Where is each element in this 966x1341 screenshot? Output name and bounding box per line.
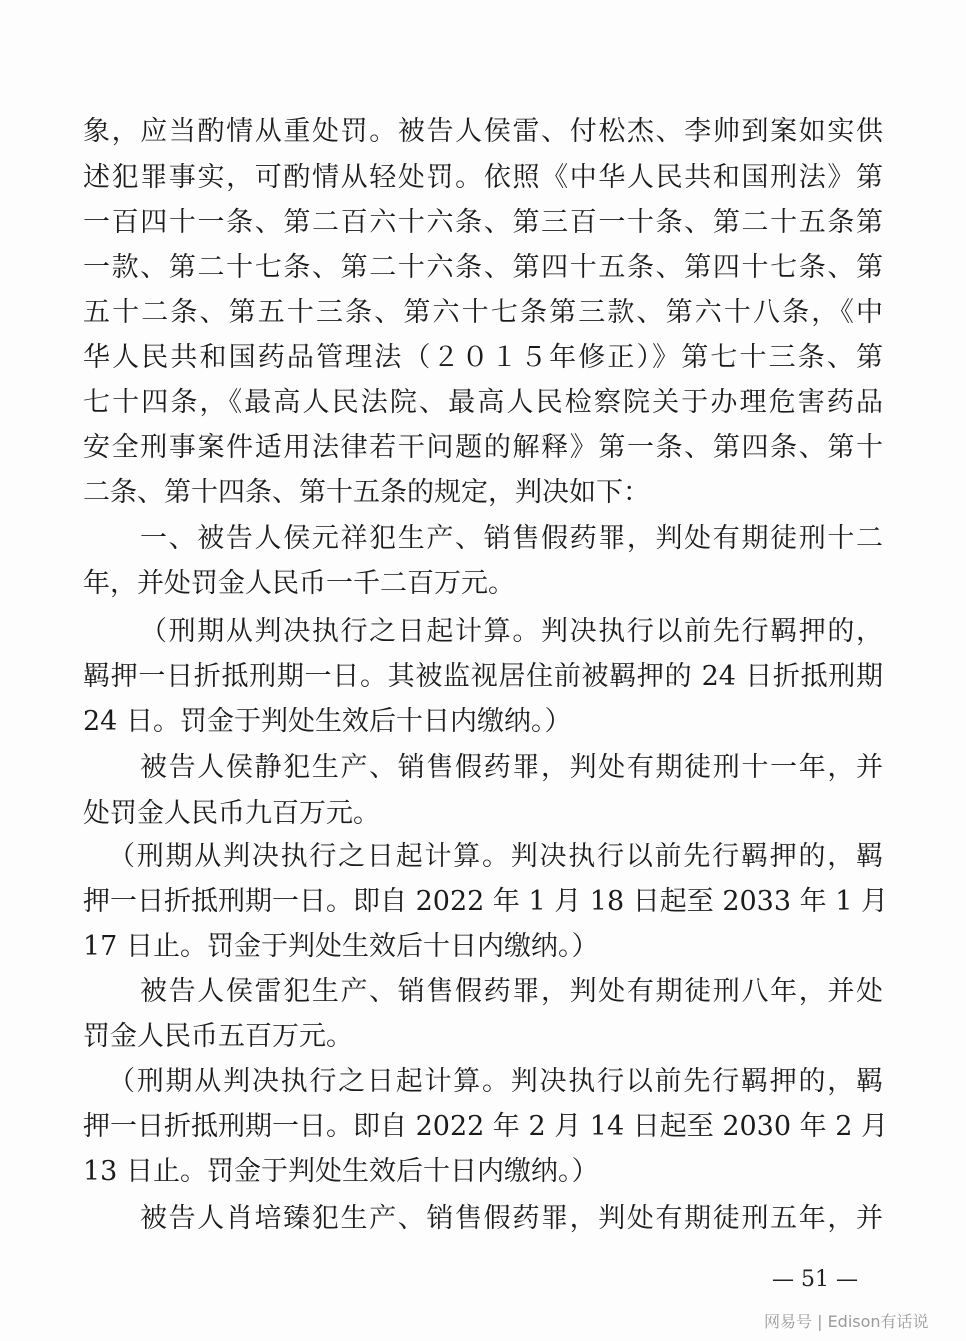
text-line: 押一日折抵刑期一日。即自 2022 年 1 月 18 日起至 2033 年 1 月 [83,886,888,917]
text-line: 押一日折抵刑期一日。即自 2022 年 2 月 14 日起至 2030 年 2 月 [83,1111,888,1142]
text-line: 七十四条，《最高人民法院、最高人民检察院关于办理危害药品 [83,387,883,418]
text-line: 安全刑事案件适用法律若干问题的解释》第一条、第四条、第十 [83,432,883,463]
page-number: — 51 — [772,1267,858,1292]
text-line: 罚金人民币五百万元。 [83,1021,353,1052]
text-line: 羁押一日折抵刑期一日。其被监视居住前被羁押的 24 日折抵刑期 [83,661,883,692]
text-line: 二条、第十四条、第十五条的规定，判决如下： [83,477,650,508]
text-line: 象，应当酌情从重处罚。被告人侯雷、付松杰、李帅到案如实供 [83,116,883,147]
verdict-item-line: 被告人侯静犯生产、销售假药罪，判处有期徒刑十一年，并 [140,752,883,783]
text-line: 一百四十一条、第二百六十六条、第三百一十条、第二十五条第 [83,207,883,238]
verdict-item-line: 一、被告人侯元祥犯生产、销售假药罪，判处有期徒刑十二 [140,523,883,554]
verdict-item-line: 被告人侯雷犯生产、销售假药罪，判处有期徒刑八年，并处 [140,976,883,1007]
text-line: 17 日止。罚金于判处生效后十日内缴纳。） [83,931,599,962]
source-watermark: 网易号 | Edison有话说 [764,1312,929,1331]
text-line: 处罚金人民币九百万元。 [83,798,380,829]
text-line: 13 日止。罚金于判处生效后十日内缴纳。） [83,1156,599,1187]
verdict-item-line: 被告人肖培臻犯生产、销售假药罪，判处有期徒刑五年，并 [140,1203,883,1234]
text-line: 述犯罪事实，可酌情从轻处罚。依照《中华人民共和国刑法》第 [83,162,883,193]
sentence-note-line: （刑期从判决执行之日起计算。判决执行以前先行羁押的， [140,616,883,647]
text-line: 一款、第二十七条、第二十六条、第四十五条、第四十七条、第 [83,252,883,283]
sentence-note-line: （刑期从判决执行之日起计算。判决执行以前先行羁押的，羁 [108,1066,883,1097]
text-line: 五十二条、第五十三条、第六十七条第三款、第六十八条，《中 [83,297,883,328]
text-line: 24 日。罚金于判处生效后十日内缴纳。） [83,706,572,737]
sentence-note-line: （刑期从判决执行之日起计算。判决执行以前先行羁押的，羁 [108,841,883,872]
text-line: 华人民共和国药品管理法（２０１５年修正）》第七十三条、第 [83,342,883,373]
text-line: 年，并处罚金人民币一千二百万元。 [83,568,515,599]
